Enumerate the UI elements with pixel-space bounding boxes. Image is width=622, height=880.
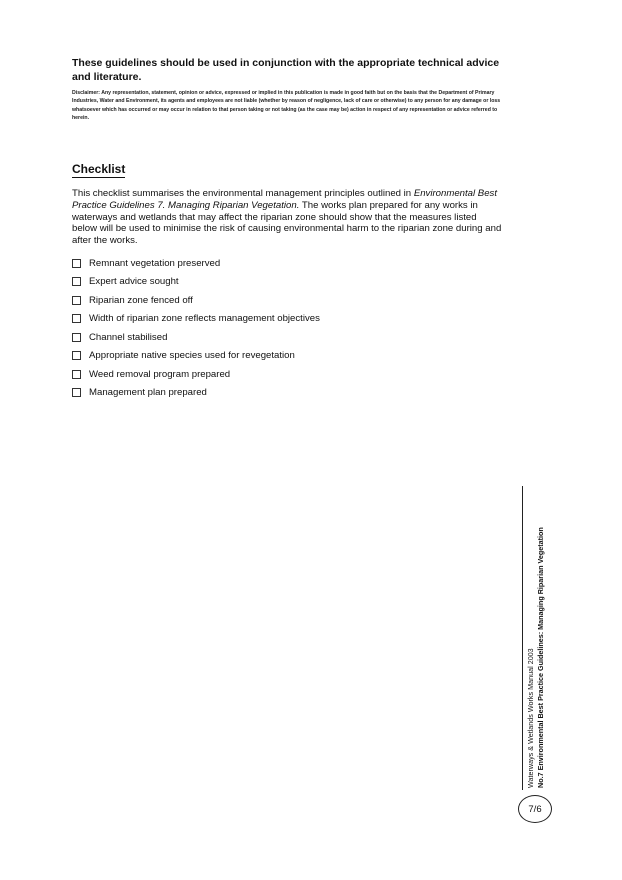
checklist-item[interactable] bbox=[72, 383, 502, 402]
checklist-section bbox=[72, 160, 502, 402]
checklist-intro bbox=[72, 188, 502, 247]
checklist-intro-guideline-title: Environmental Best Practice Guidelines 7. Managing Riparian Vegetation. bbox=[72, 188, 497, 211]
checklist-item-label: Channel stabilised bbox=[89, 331, 168, 343]
checkbox[interactable] bbox=[72, 370, 81, 379]
checkbox[interactable] bbox=[72, 351, 81, 360]
checklist-intro-start: This checklist summarises the environmental management principles outlined in bbox=[72, 188, 414, 199]
checklist-item-label: Management plan prepared bbox=[89, 387, 207, 399]
side-divider bbox=[522, 486, 523, 790]
checklist-items bbox=[72, 254, 502, 402]
checkbox[interactable] bbox=[72, 314, 81, 323]
checkbox[interactable] bbox=[72, 277, 81, 286]
guideline-title: No.7 Environmental Best Practice Guidelines: Managing Riparian Vegetation bbox=[535, 527, 545, 788]
checklist-item[interactable] bbox=[72, 272, 502, 291]
checklist-item[interactable] bbox=[72, 346, 502, 365]
checklist-item-label: Width of riparian zone reflects management objectives bbox=[89, 313, 320, 325]
running-footer bbox=[526, 508, 545, 788]
checklist-item[interactable] bbox=[72, 254, 502, 273]
checklist-item-label: Riparian zone fenced off bbox=[89, 294, 193, 306]
checkbox[interactable] bbox=[72, 388, 81, 397]
checklist-item-label: Expert advice sought bbox=[89, 276, 179, 288]
checklist-item[interactable] bbox=[72, 309, 502, 328]
disclaimer-text: Disclaimer: Any representation, statement, opinion or advice, expressed or implied in this publication is made in good faith but on the basis that the Department of Primary Industries, Water and Environment, its agents and employees are not liable (whether by reason of negligence, lack of care or otherwise) to any person for any damage or loss whatsoever which has occurred or may occur in relation to that person taking or not taking (as the case may be) action in respect of any representation or advice referred to herein. bbox=[72, 90, 501, 122]
checklist-title: Checklist bbox=[72, 162, 126, 176]
checkbox[interactable] bbox=[72, 259, 81, 268]
checklist-item-label: Weed removal program prepared bbox=[89, 368, 231, 380]
intro-heading: These guidelines should be used in conjunction with the appropriate technical advice and literature. bbox=[72, 57, 500, 83]
manual-title: Waterways & Wetlands Works Manual 2003 bbox=[526, 648, 535, 788]
checklist-item[interactable] bbox=[72, 365, 502, 384]
intro-section bbox=[72, 56, 502, 123]
checkbox[interactable] bbox=[72, 296, 81, 305]
checklist-item-label: Appropriate native species used for revegetation bbox=[89, 350, 295, 362]
page-number: 7/6 bbox=[518, 795, 552, 823]
checklist-item-label: Remnant vegetation preserved bbox=[89, 257, 221, 269]
checklist-item[interactable] bbox=[72, 291, 502, 310]
checkbox[interactable] bbox=[72, 333, 81, 342]
checklist-intro-end: The works plan prepared for any works in waterways and wetlands that may affect the riparian zone should show that the measures listed below will be used to minimise the risk of causing environmental harm to the riparian zone during and after the works. bbox=[72, 199, 502, 247]
checklist-item[interactable] bbox=[72, 328, 502, 347]
